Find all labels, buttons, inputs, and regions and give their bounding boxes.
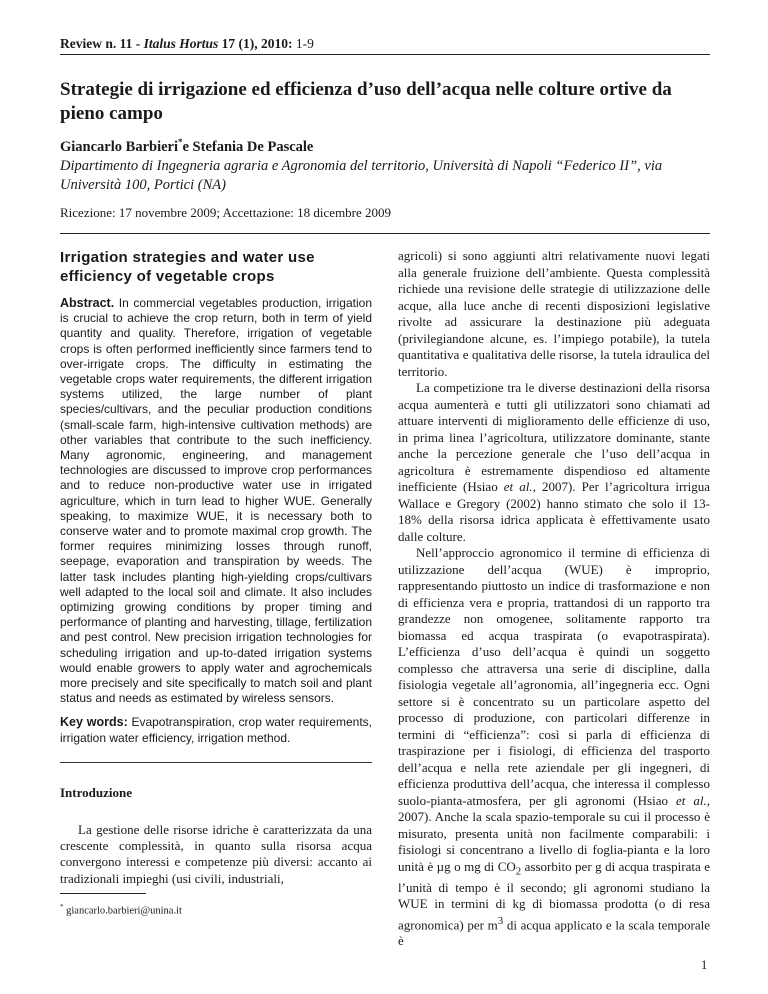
header-rule bbox=[60, 54, 710, 55]
abstract-text: In commercial vegetables production, irrigation is crucial to achieve the crop return, both in term of yield quantity and quality. Therefore, irrigation of vegetable crops is often performed inefficiently since farmers tend to over-irrigate crops. The difficulty in estimating the vegetable crops water requirements, the different irrigation systems utilized, the large number of plant species/cultivars, and the peculiar production conditions (small-scale farm, high-intensive cultivation methods) are other variables that contribute to the such inefficiency. Many agronomic, engineering, and management technologies are discussed to improve crop performances and to reduce non-productive water use in irrigated agriculture, which in turn lead to higher WUE. Generally speaking, to maximize WUE, it is necessary both to conserve water and to promote maximal crop growth. The former requires minimizing losses through runoff, seepage, evaporation and transpiration by weeds. The latter task includes planting high-yielding crops/cultivars well adapted to the local soil and climate. It also includes optimizing growing conditions by proper timing and performance of planting and harvesting, tillage, fertilization and pest control. New precision irrigation technologies for scheduling irrigation and up-to-dated irrigation systems would enable growers to apply water and agrochemicals more precisely and site specifically to match soil and plant status and needs as estimated by wireless sensors. bbox=[60, 296, 372, 706]
authors bbox=[60, 137, 313, 156]
abstract bbox=[60, 296, 372, 706]
section-heading-introduzione: Introduzione bbox=[60, 784, 132, 800]
running-head-prefix: Review n. 11 - bbox=[60, 36, 144, 51]
journal-name: Italus Hortus bbox=[143, 36, 219, 51]
keywords-rule bbox=[60, 762, 372, 763]
submission-dates: Ricezione: 17 novembre 2009; Accettazione: 18 dicembre 2009 bbox=[60, 205, 392, 220]
p3-text-a: Nell’approccio agronomico il termine di efficienza di utilizzazione dell’acqua (WUE) è improprio, rappresentando piuttosto un indice di trasformazione e non di efficienza vera e propria, trattandosi di un rapporto tra grandezze non omogenee, solitamente rapporto tra biomassa ed acqua traspirata (o evapotraspirata). L’efficienza d’uso dell’acqua è quindi un soggetto complesso che attraversa una serie di discipline, dalla fisiologia vegetale all’agronomia, all’ingegneria ecc. Ogni settore si è concentrato su un particolare aspetto del processo di produzione, con particolari differenze in termini di “efficienza”: così si parla di efficienza di traspirazione per i fisiologi, di efficienza del trasporto dell’acqua e nella rete aziendale per gli ingegneri, di efficienza produttiva dell’acqua, che interessa il complesso suolo-pianta-atmosfera, per gli agronomi (Hsiao bbox=[398, 545, 710, 808]
m3-superscript: 3 bbox=[497, 914, 504, 927]
paper-title: Strategie di irrigazione ed efficienza d’uso dell’acqua nelle colture ortive da pieno campo bbox=[60, 79, 672, 124]
affiliation: Dipartimento di Ingegneria agraria e Agronomia del territorio, Università di Napoli “Federico II”, via Università 100, Portici (NA) bbox=[60, 158, 663, 193]
author-first: Giancarlo Barbieri bbox=[60, 138, 178, 155]
footnote bbox=[60, 903, 182, 917]
body-rule bbox=[60, 233, 710, 234]
keywords-label: Key words: bbox=[60, 715, 128, 730]
p3-text-d: di acqua applicato e la scala temporale è bbox=[398, 916, 710, 949]
right-paragraph-2 bbox=[398, 380, 710, 545]
footnote-mark: * bbox=[60, 903, 64, 911]
p2-text-a: La competizione tra le diverse destinazioni della risorsa acqua aumenterà e tutti gli utilizzatori sono chiamati ad attuare interventi di miglioramento delle efficienze di uso, in prima linea l’agricoltura, utilizzatore dominante, stante anche la percezione generale che l’uso dell’acqua in agricoltura è estremamente dispendioso ed altamente inefficiente (Hsiao bbox=[398, 380, 710, 494]
keywords-text: Evapotranspiration, crop water requirements, irrigation water efficiency, irrigation method. bbox=[60, 715, 372, 745]
running-head bbox=[60, 36, 314, 52]
p3-text-b: 2007). Anche la scala spazio-temporale su cui il processo è misurato, presenta unità non facilmente comparabili: i fisiologi si concentrano a livello di foglia-pianta e la loro unità è µg o mg di CO bbox=[398, 809, 710, 874]
p3-etal: et al., bbox=[675, 792, 710, 808]
journal-volume: 17 (1), 2010: bbox=[218, 36, 293, 51]
author-rest: e Stefania De Pascale bbox=[182, 138, 314, 155]
p2-text-b: 2007). Per l’agricoltura irrigua Wallace e Gregory (2002) hanno stimato che solo il 13-18% della risorsa idrica applicata è effettivamente usato dalle colture. bbox=[398, 479, 710, 544]
co2-subscript: 2 bbox=[515, 865, 522, 878]
p3-text-c: assorbito per g di acqua traspirata e l’unità di tempo è il secondo; gli agronomi studiano la WUE in termini di kg di biomassa prodotta (o di resa agronomica) per m bbox=[398, 858, 710, 932]
right-paragraph-3 bbox=[398, 545, 710, 950]
footnote-email: giancarlo.barbieri@unina.it bbox=[63, 905, 182, 917]
journal-pages: 1-9 bbox=[292, 36, 314, 51]
page-number: 1 bbox=[701, 958, 708, 972]
corresponding-mark: * bbox=[178, 137, 183, 147]
p2-etal: et al., bbox=[503, 479, 536, 494]
english-title: Irrigation strategies and water use efficiency of vegetable crops bbox=[60, 249, 315, 285]
right-column bbox=[398, 248, 710, 950]
right-paragraph-1: agricoli) si sono aggiunti altri relativamente nuovi legati alla generale fruizione dell’ambiente. Questa complessità richiede una revisione delle strategie di utilizzazione delle acque, alla luce anche di recenti disposizioni legislative rivolte ad assicurare la destinazione più adeguata (privilegiandone alcune, es. l’impiego potabile), la tutela quantitativa e qualitativa delle risorse, la tutela idraulica del territorio. bbox=[398, 248, 710, 379]
intro-paragraph: La gestione delle risorse idriche è caratterizzata da una crescente complessità, in quanto sulla risorsa acqua convergono interessi e competenze più diversi: accanto ai tradizionali impieghi (usi civili, industriali, bbox=[60, 821, 372, 886]
footnote-rule bbox=[60, 893, 146, 894]
abstract-label: Abstract. bbox=[60, 296, 115, 310]
keywords bbox=[60, 715, 372, 745]
left-column bbox=[60, 248, 372, 887]
